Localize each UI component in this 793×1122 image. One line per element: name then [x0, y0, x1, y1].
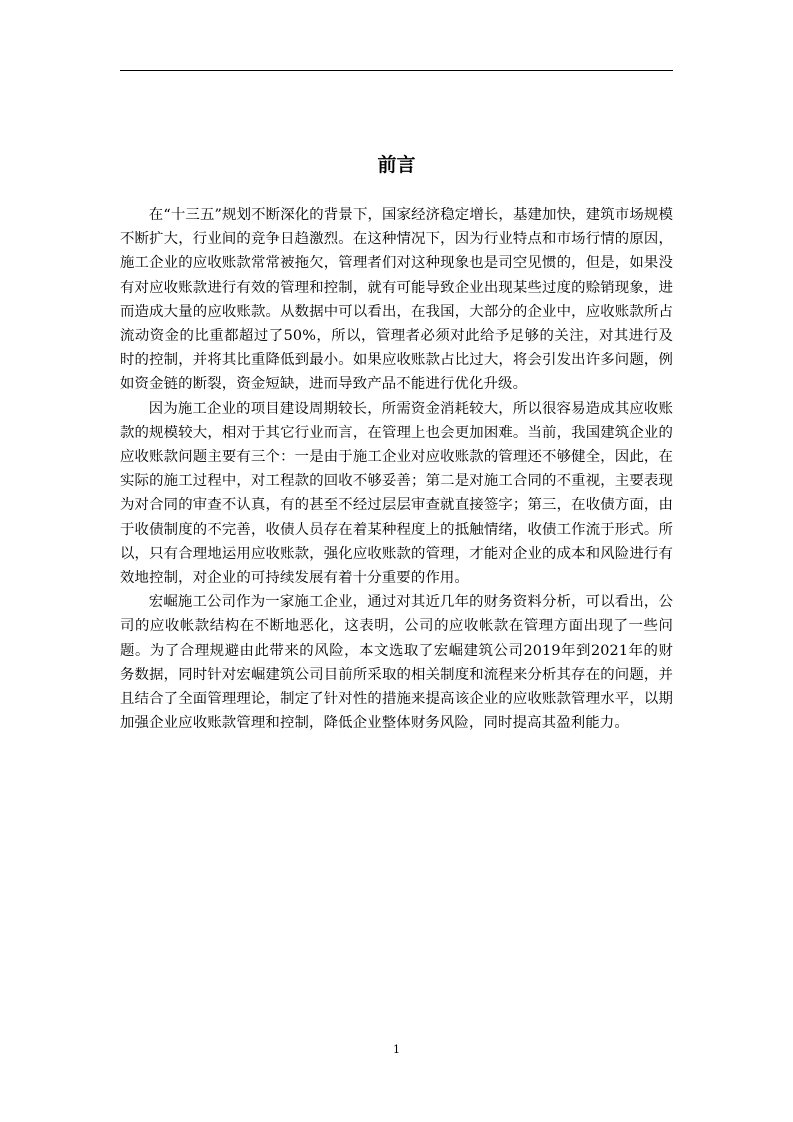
paragraph-2: 因为施工企业的项目建设周期较长，所需资金消耗较大，所以很容易造成其应收账款的规模较大，相对于其它行业而言，在管理上也会更加困难。当前，我国建筑企业的应收账款问题主要有三个：一是由于施工企业对应收账款的管理还不够健全，因此，在实际的施工过程中，对工程款的回收不够妥善；第二是对施工合同的不重视，主要表现为对合同的审查不认真，有的甚至不经过层层审查就直接签字；第三，在收债方面，由于收债制度的不完善，收债人员存在着某种程度上的抵触情绪，收债工作流于形式。所以，只有合理地运用应收账款，强化应收账款的管理，才能对企业的成本和风险进行有效地控制，对企业的可持续发展有着十分重要的作用。 — [120, 400, 673, 587]
paragraph-1: 在“十三五”规划不断深化的背景下，国家经济稳定增长，基建加快，建筑市场规模不断扩大，行业间的竞争日趋激烈。在这种情况下，因为行业特点和市场行情的原因，施工企业的应收账款常常被拖欠，管理者们对这种现象也是司空见惯的，但是，如果没有对应收账款进行有效的管理和控制，就有可能导致企业出现某些过度的赊销现象，进而造成大量的应收账款。从数据中可以看出，在我国，大部分的企业中，应收账款所占流动资金的比重都超过了50%，所以，管理者必须对此给予足够的关注，对其进行及时的控制，并将其比重降低到最小。如果应收账款占比过大，将会引发出许多问题，例如资金链的断裂，资金短缺，进而导致产品不能进行优化升级。 — [120, 207, 673, 393]
page-number: 1 — [393, 1043, 400, 1056]
header-rule — [120, 70, 673, 71]
document-body — [120, 203, 673, 735]
page-title: 前言 — [377, 154, 416, 176]
paragraph-3: 宏崛施工公司作为一家施工企业，通过对其近几年的财务资料分析，可以看出，公司的应收帐款结构在不断地恶化，这表明，公司的应收帐款在管理方面出现了一些问题。为了合理规避由此带来的风险，本文选取了宏崛建筑公司2019年到2021年的财务数据，同时针对宏崛建筑公司目前所采取的相关制度和流程来分析其存在的问题，并且结合了全面管理理论，制定了针对性的措施来提高该企业的应收账款管理水平，以期加强企业应收账款管理和控制，降低企业整体财务风险，同时提高其盈利能力。 — [120, 594, 673, 732]
